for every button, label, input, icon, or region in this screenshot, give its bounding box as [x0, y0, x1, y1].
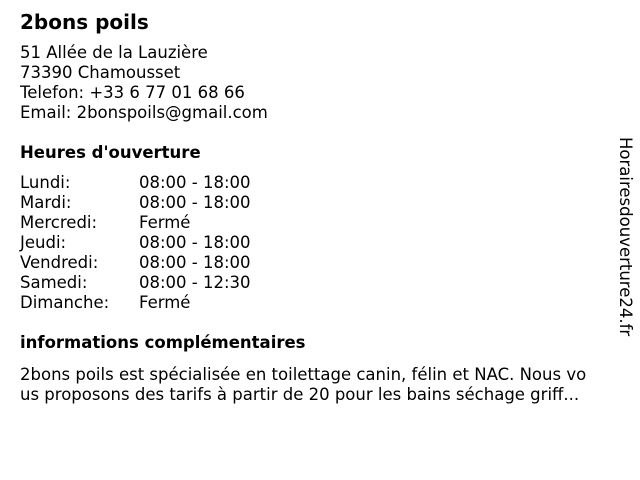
- info-description: [20, 365, 620, 405]
- site-watermark: Horairesdouverture24.fr: [616, 137, 635, 337]
- email-address[interactable]: Email: 2bonspoils@gmail.com: [20, 103, 268, 122]
- hours-friday: 08:00 - 18:00: [139, 253, 251, 272]
- day-saturday: Samedi:: [20, 273, 88, 292]
- hours-wednesday: Fermé: [139, 213, 191, 232]
- hours-saturday: 08:00 - 12:30: [139, 273, 251, 292]
- info-description-line-1: 2bons poils est spécialisée en toilettage canin, félin et NAC. Nous vo: [20, 365, 587, 384]
- hours-thursday: 08:00 - 18:00: [139, 233, 251, 252]
- day-monday: Lundi:: [20, 173, 71, 192]
- day-friday: Vendredi:: [20, 253, 99, 272]
- address-line-1: 51 Allée de la Lauzière: [20, 43, 208, 62]
- opening-hours-heading: Heures d'ouverture: [20, 143, 201, 162]
- day-thursday: Jeudi:: [20, 233, 67, 252]
- hours-tuesday: 08:00 - 18:00: [139, 193, 251, 212]
- business-name: 2bons poils: [20, 10, 149, 34]
- phone-number[interactable]: Telefon: +33 6 77 01 68 66: [20, 83, 245, 102]
- day-wednesday: Mercredi:: [20, 213, 98, 232]
- hours-sunday: Fermé: [139, 293, 191, 312]
- address-line-2: 73390 Chamousset: [20, 63, 181, 82]
- info-description-line-2: us proposons des tarifs à partir de 20 pour les bains séchage griff...: [20, 385, 580, 404]
- hours-monday: 08:00 - 18:00: [139, 173, 251, 192]
- info-heading: informations complémentaires: [20, 333, 306, 352]
- day-sunday: Dimanche:: [20, 293, 110, 312]
- day-tuesday: Mardi:: [20, 193, 72, 212]
